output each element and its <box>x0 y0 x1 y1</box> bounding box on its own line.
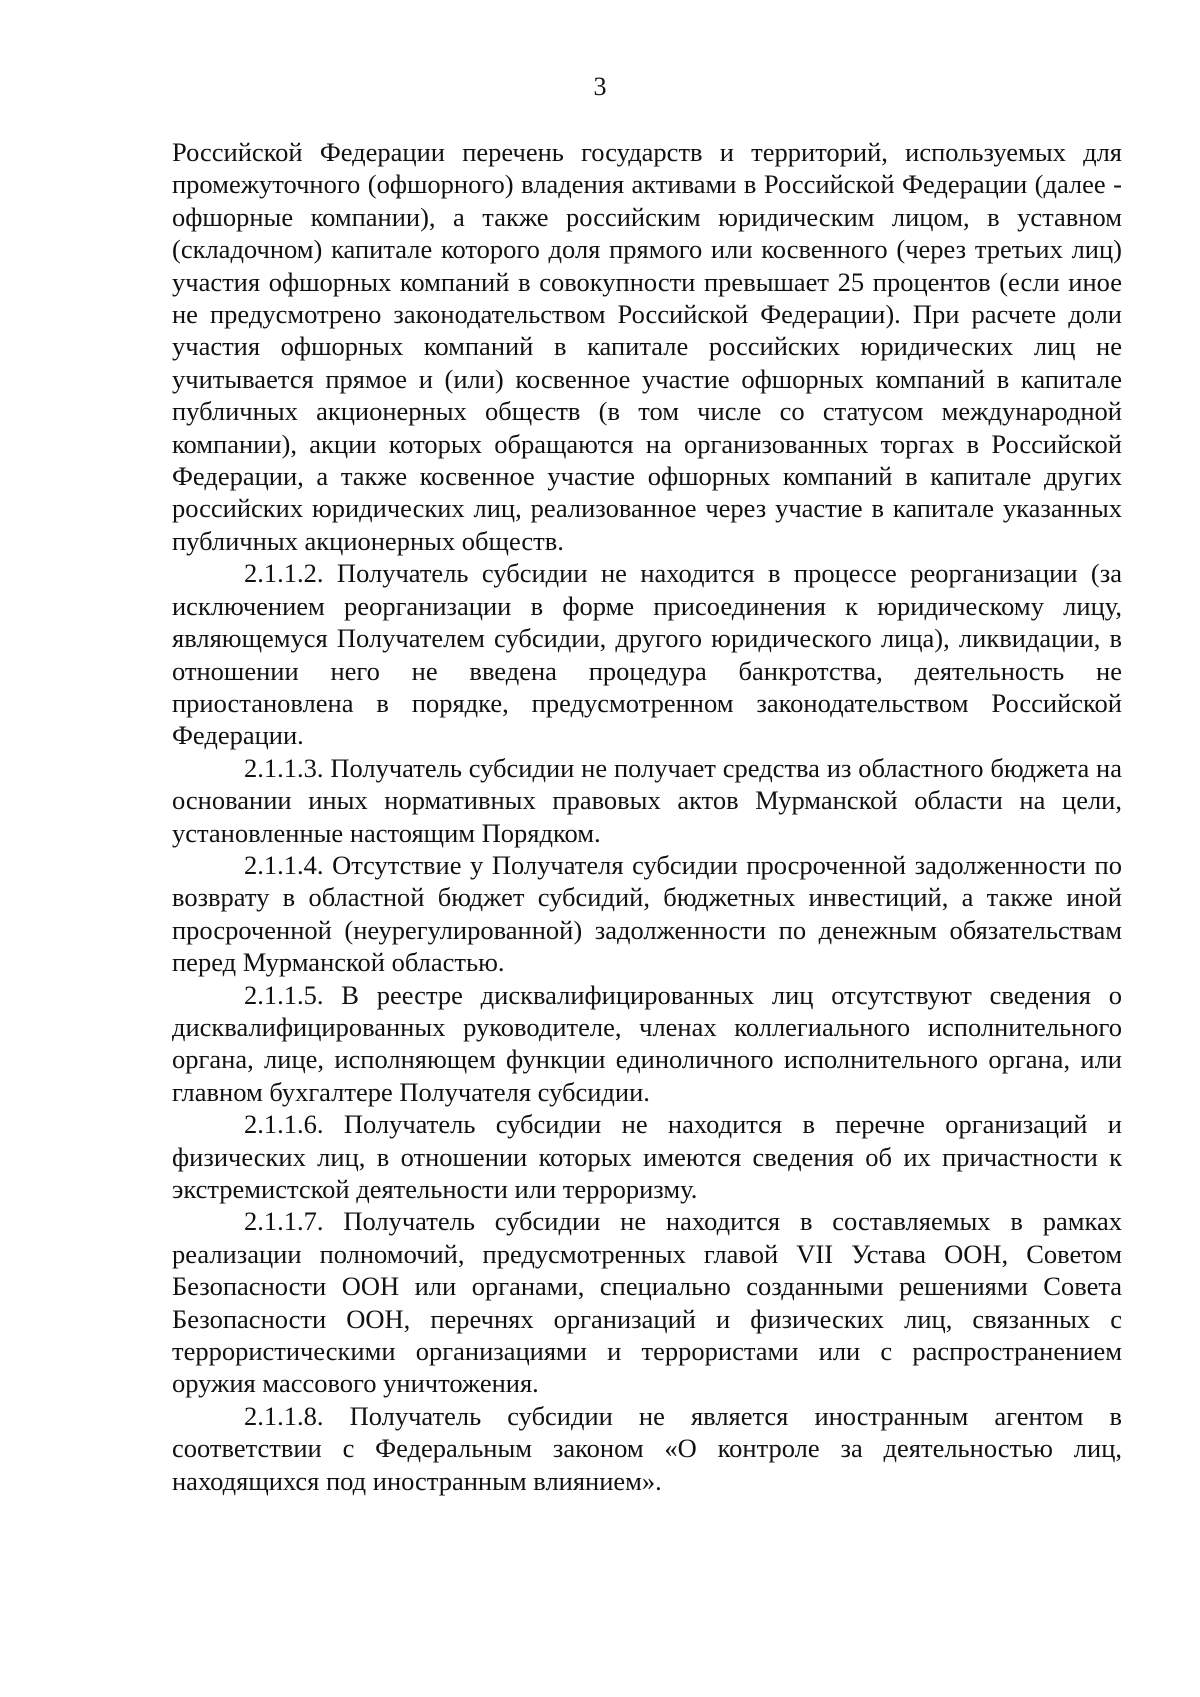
paragraph-continuation: Российской Федерации перечень государств и территорий, используемых для промежуточного (офшорного) владения активами в Российской Федерации (далее - офшорные компании), а также российским юридическим лицом, в уставном (складочном) капитале которого доля прямого или косвенного (через третьих лиц) участия офшорных компаний в совокупности превышает 25 процентов (если иное не предусмотрено законодательством Российской Федерации). При расчете доли участия офшорных компаний в капитале российских юридических лиц не учитывается прямое и (или) косвенное участие офшорных компаний в капитале публичных акционерных обществ (в том числе со статусом международной компании), акции которых обращаются на организованных торгах в Российской Федерации, а также косвенное участие офшорных компаний в капитале других российских юридических лиц, реализованное через участие в капитале указанных публичных акционерных обществ. <box>172 137 1122 556</box>
paragraph-2-1-1-8: 2.1.1.8. Получатель субсидии не является иностранным агентом в соответствии с Федеральным законом «О контроле за деятельностью лиц, находящихся под иностранным влиянием». <box>172 1400 1122 1496</box>
paragraph-2-1-1-4: 2.1.1.4. Отсутствие у Получателя субсидии просроченной задолженности по возврату в областной бюджет субсидий, бюджетных инвестиций, а также иной просроченной (неурегулированной) задолженности по денежным обязательствам перед Мурманской областью. <box>172 849 1122 978</box>
document-body <box>172 136 1122 1497</box>
page-number: 3 <box>593 72 607 101</box>
paragraph-2-1-1-2: 2.1.1.2. Получатель субсидии не находится в процессе реорганизации (за исключением реорганизации в форме присоединения к юридическому лицу, являющемуся Получателем субсидии, другого юридического лица), ликвидации, в отношении него не введена процедура банкротства, деятельность не приостановлена в порядке, предусмотренном законодательством Российской Федерации. <box>172 558 1122 751</box>
paragraph-2-1-1-3: 2.1.1.3. Получатель субсидии не получает средства из областного бюджета на основании иных нормативных правовых актов Мурманской области на цели, установленные настоящим Порядком. <box>172 752 1122 848</box>
paragraph-2-1-1-5: 2.1.1.5. В реестре дисквалифицированных лиц отсутствуют сведения о дисквалифицированных руководителе, членах коллегиального исполнительного органа, лице, исполняющем функции единоличного исполнительного органа, или главном бухгалтере Получателя субсидии. <box>172 979 1122 1107</box>
paragraph-2-1-1-7: 2.1.1.7. Получатель субсидии не находится в составляемых в рамках реализации полномочий, предусмотренных главой VII Устава ООН, Советом Безопасности ООН или органами, специально созданными решениями Совета Безопасности ООН, перечнях организаций и физических лиц, связанных с террористическими организациями и террористами или с распространением оружия массового уничтожения. <box>172 1206 1122 1399</box>
paragraph-2-1-1-6: 2.1.1.6. Получатель субсидии не находится в перечне организаций и физических лиц, в отношении которых имеются сведения об их причастности к экстремистской деятельности или терроризму. <box>172 1109 1122 1204</box>
